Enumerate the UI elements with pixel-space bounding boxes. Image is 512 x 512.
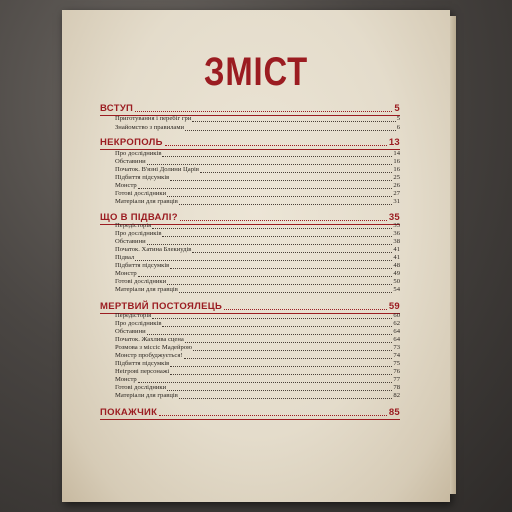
section-page: 35 — [388, 212, 400, 223]
item-page: 16 — [393, 166, 400, 173]
item-title: Обставини — [115, 328, 146, 335]
item-page: 36 — [393, 230, 400, 237]
item-title: Підвал — [115, 254, 135, 261]
item-title: Про дослідників — [115, 230, 162, 237]
item-page: 41 — [393, 246, 400, 253]
section-divider — [100, 419, 400, 420]
dot-leader — [165, 145, 387, 146]
item-title: Підбиття підсумків — [115, 174, 170, 181]
toc-section[interactable] — [100, 100, 400, 114]
item-title: Про дослідників — [115, 150, 162, 157]
item-page: 26 — [393, 182, 400, 189]
section-page: 59 — [388, 301, 400, 312]
item-title: Передісторія — [115, 312, 152, 319]
item-page: 6 — [396, 124, 400, 131]
section-title: ПОКАЖЧИК — [100, 407, 158, 418]
item-title: Про дослідників — [115, 320, 162, 327]
toc-section[interactable] — [100, 298, 400, 312]
item-title: Приготування і перебіг гри — [115, 115, 192, 122]
item-title: Готові дослідники — [115, 190, 167, 197]
item-page: 41 — [393, 254, 400, 261]
item-page: 49 — [393, 270, 400, 277]
item-title: Початок. Хатина Блекиудів — [115, 246, 192, 253]
page-title: ЗМІСТ — [203, 50, 308, 94]
item-page: 75 — [393, 360, 400, 367]
item-page: 73 — [393, 344, 400, 351]
dot-leader — [159, 415, 387, 416]
item-page: 74 — [393, 352, 400, 359]
item-title: Готові дослідники — [115, 278, 167, 285]
item-title: Монстр — [115, 270, 137, 277]
section-title: ВСТУП — [100, 103, 134, 114]
item-title: Передісторія — [115, 222, 152, 229]
item-page: 35 — [393, 222, 400, 229]
section-title: МЕРТВИЙ ПОСТОЯЛЕЦЬ — [100, 301, 223, 312]
dot-leader — [179, 292, 393, 293]
toc-item[interactable] — [115, 197, 400, 207]
toc-item[interactable] — [115, 285, 400, 295]
item-page: 82 — [393, 392, 400, 399]
item-page: 48 — [393, 262, 400, 269]
item-page: 64 — [393, 336, 400, 343]
dot-leader — [192, 121, 395, 122]
item-title: Матеріали для гравців — [115, 198, 178, 205]
dot-leader — [179, 204, 393, 205]
item-title: Обставини — [115, 238, 146, 245]
item-title: Підбиття підсумків — [115, 262, 170, 269]
toc-item[interactable] — [115, 391, 400, 401]
item-title: Монстр — [115, 376, 137, 383]
dot-leader — [179, 398, 393, 399]
item-page: 38 — [393, 238, 400, 245]
item-title: Матеріали для гравців — [115, 392, 178, 399]
dot-leader — [135, 111, 392, 112]
item-page: 27 — [393, 190, 400, 197]
dot-leader — [185, 130, 396, 131]
book-page — [62, 10, 450, 502]
item-title: Неігрові персонажі — [115, 368, 170, 375]
toc-section[interactable] — [100, 404, 400, 418]
section-page: 5 — [394, 103, 400, 114]
item-title: Готові дослідники — [115, 384, 167, 391]
item-title: Початок. В'язні Долини Царів — [115, 166, 199, 173]
item-page: 16 — [393, 158, 400, 165]
toc-section[interactable] — [100, 134, 400, 148]
section-page: 85 — [388, 407, 400, 418]
item-page: 31 — [393, 198, 400, 205]
item-page: 54 — [393, 286, 400, 293]
dot-leader — [224, 309, 387, 310]
item-title: Обставини — [115, 158, 146, 165]
item-page: 60 — [393, 312, 400, 319]
item-page: 76 — [393, 368, 400, 375]
section-title: НЕКРОПОЛЬ — [100, 137, 163, 148]
item-page: 5 — [396, 115, 400, 122]
item-page: 62 — [393, 320, 400, 327]
section-title: ЩО В ПІДВАЛІ? — [100, 212, 178, 223]
section-page: 13 — [388, 137, 400, 148]
item-page: 77 — [393, 376, 400, 383]
item-page: 25 — [393, 174, 400, 181]
item-page: 78 — [393, 384, 400, 391]
item-title: Монстр — [115, 182, 137, 189]
item-title: Підбиття підсумків — [115, 360, 170, 367]
item-title: Розмова з міссіс Мадейрою — [115, 344, 193, 351]
item-title: Початок. Жахлива сцена — [115, 336, 184, 343]
item-title: Матеріали для гравців — [115, 286, 178, 293]
item-page: 64 — [393, 328, 400, 335]
item-page: 14 — [393, 150, 400, 157]
item-page: 50 — [393, 278, 400, 285]
item-title: Знайомство з правилами — [115, 124, 185, 131]
item-title: Монстр пробуджується! — [115, 352, 183, 359]
toc-item[interactable] — [115, 123, 400, 133]
